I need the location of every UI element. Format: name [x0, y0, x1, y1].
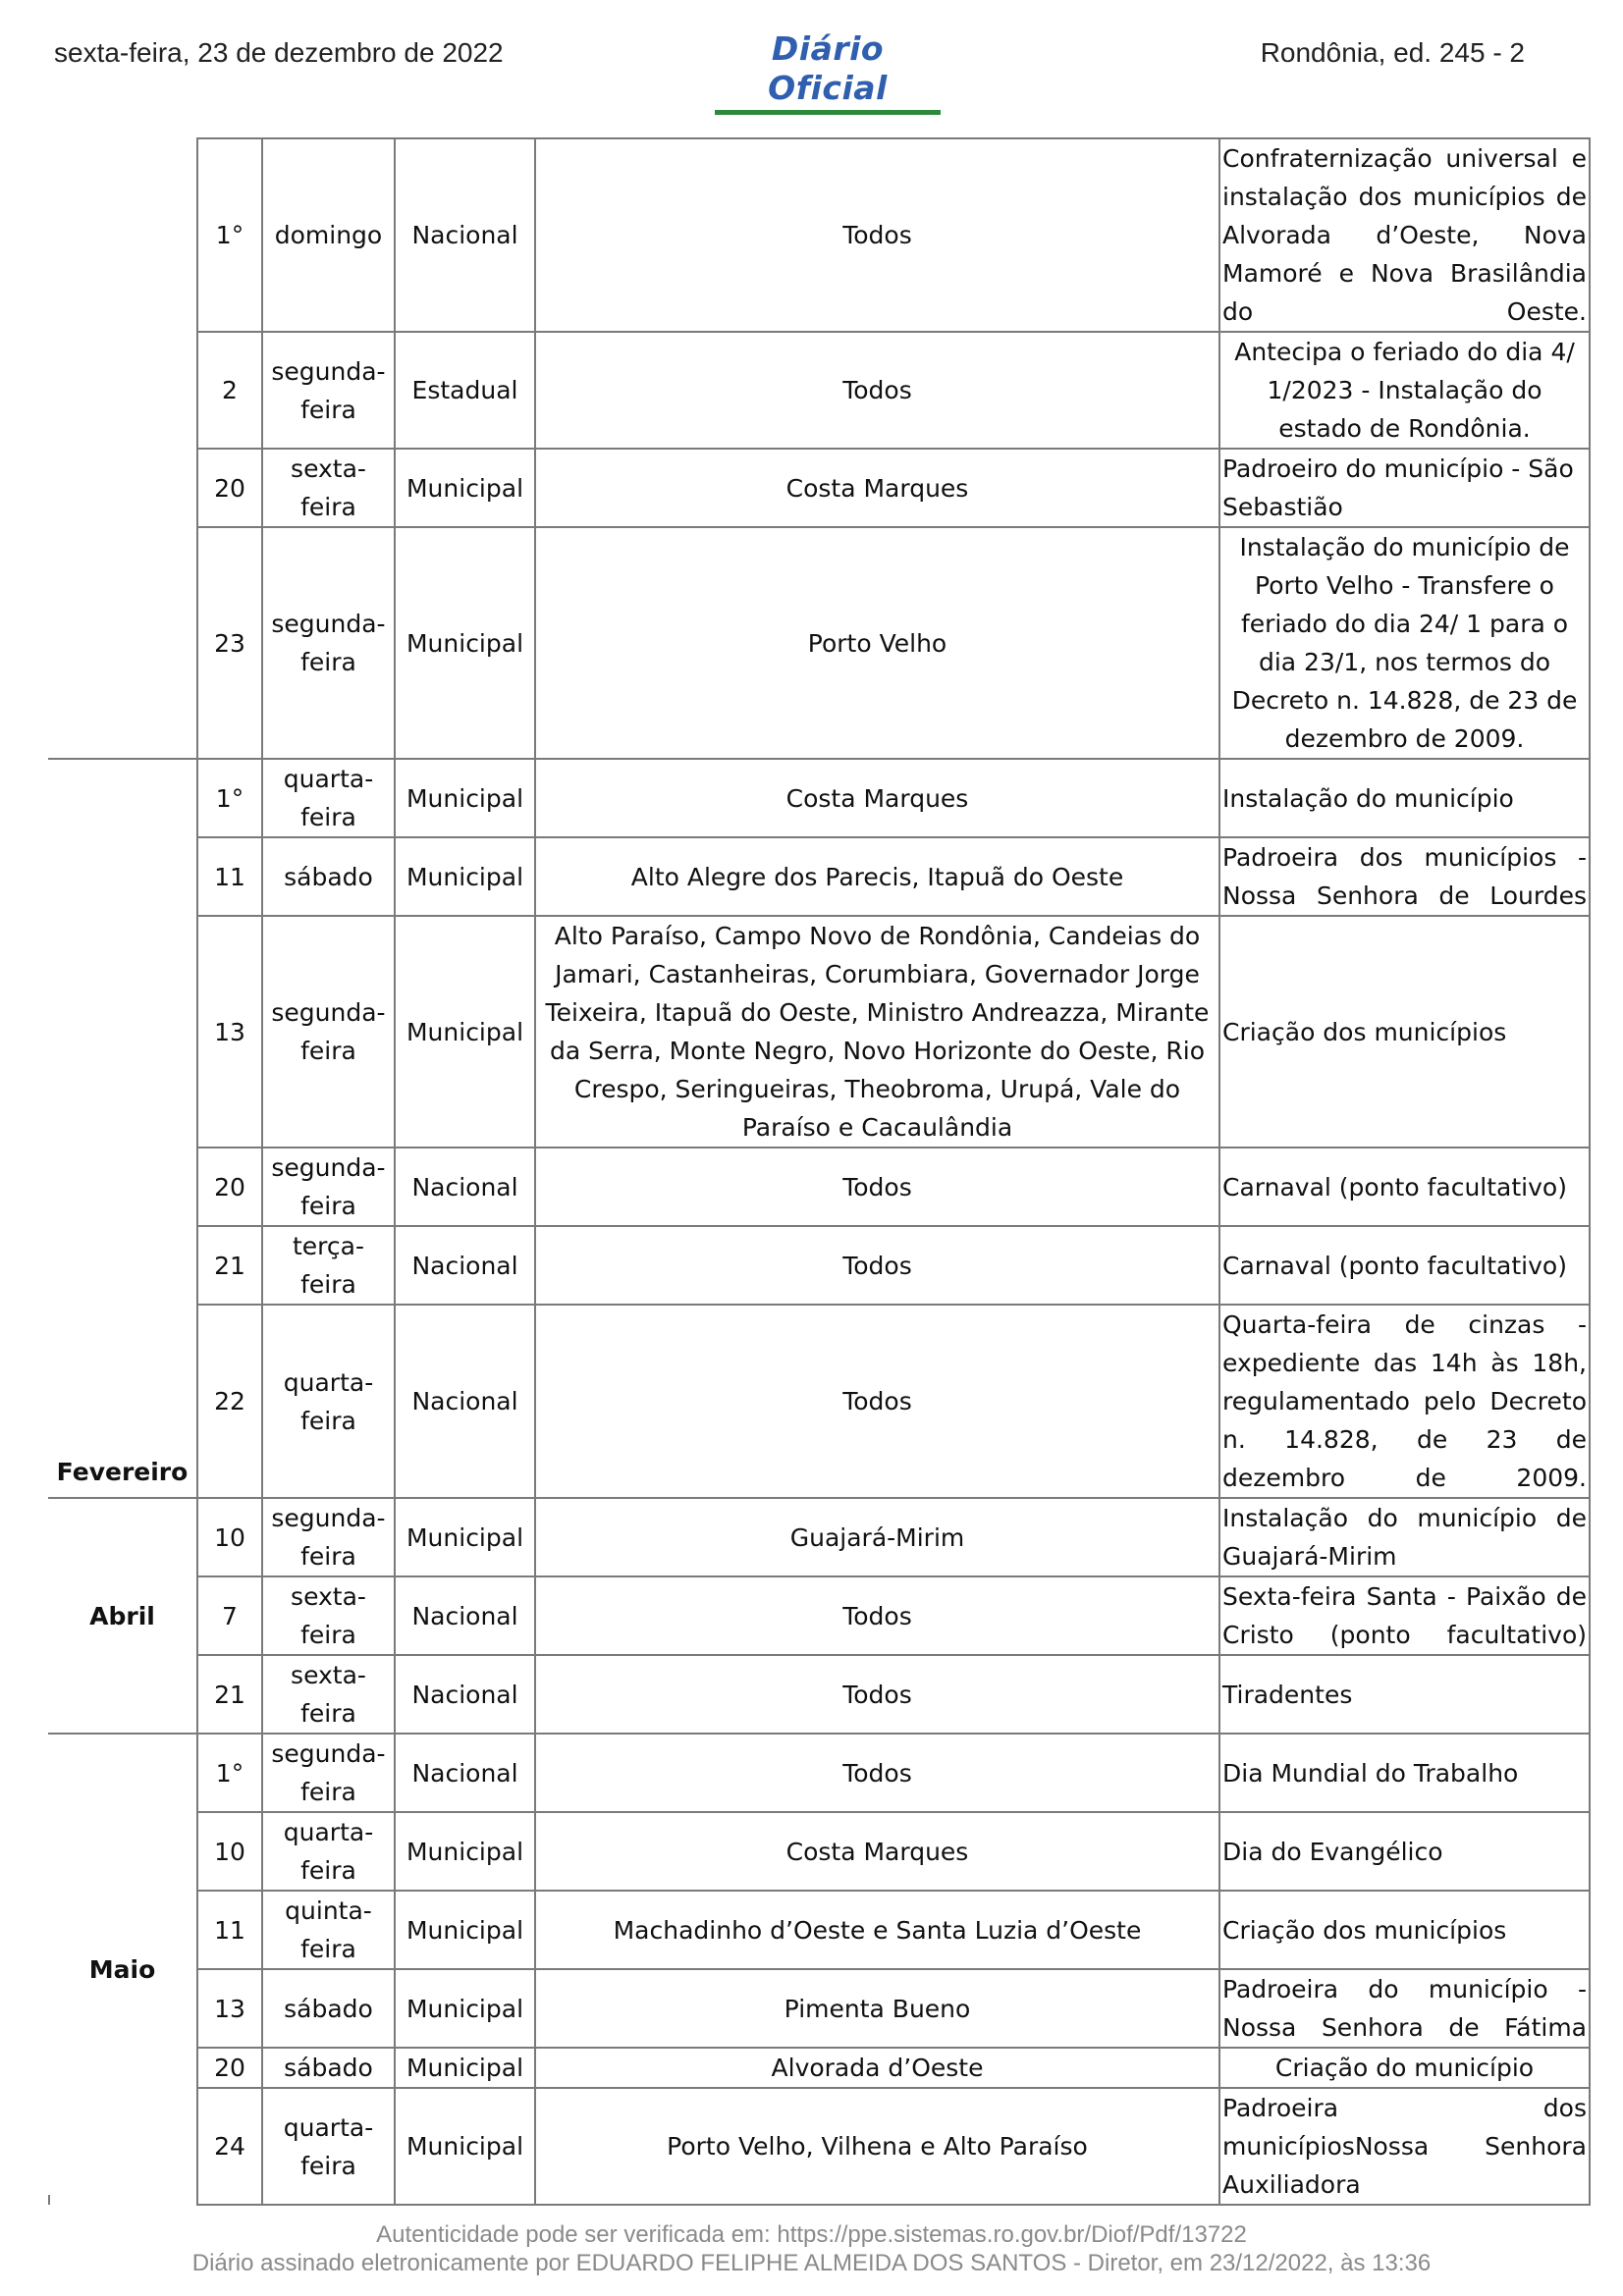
- table-row: [48, 2048, 1590, 2088]
- description-cell: Instalação do município de Guajará-Mirim: [1219, 1498, 1590, 1576]
- table-row: [48, 449, 1590, 527]
- type-cell: Municipal: [395, 1812, 535, 1891]
- header-date: sexta-feira, 23 de dezembro de 2022: [54, 37, 504, 68]
- table-row: [48, 527, 1590, 759]
- description-cell: Padroeiro do município - São Sebastião: [1219, 449, 1590, 527]
- description-cell: Quarta-feira de cinzas - expediente das 14h às 18h, regulamentado pelo Decreto n. 14.828, de 23 de dezembro de 2009.: [1219, 1305, 1590, 1498]
- header-edition: Rondônia, ed. 245 - 2: [1260, 37, 1525, 68]
- weekday-cell: quarta-feira: [262, 759, 395, 837]
- places-cell: Costa Marques: [535, 449, 1219, 527]
- table-row: [48, 1226, 1590, 1305]
- table-row: [48, 837, 1590, 916]
- type-cell: Municipal: [395, 2048, 535, 2088]
- weekday-cell: sábado: [262, 2048, 395, 2088]
- type-cell: Nacional: [395, 1226, 535, 1305]
- description-cell: Criação do município: [1219, 2048, 1590, 2088]
- places-cell: Costa Marques: [535, 759, 1219, 837]
- type-cell: Nacional: [395, 1655, 535, 1734]
- type-cell: Estadual: [395, 332, 535, 449]
- table-row: [48, 1891, 1590, 1969]
- places-cell: Alto Alegre dos Parecis, Itapuã do Oeste: [535, 837, 1219, 916]
- places-cell: Alto Paraíso, Campo Novo de Rondônia, Candeias do Jamari, Castanheiras, Corumbiara, Governador Jorge Teixeira, Itapuã do Oeste, Ministro Andreazza, Mirante da Serra, Monte Negro, Novo Horizonte do Oeste, Rio Crespo, Seringueiras, Theobroma, Urupá, Vale do Paraíso e Cacaulândia: [535, 916, 1219, 1148]
- description-cell: Carnaval (ponto facultativo): [1219, 1226, 1590, 1305]
- type-cell: Municipal: [395, 1498, 535, 1576]
- weekday-cell: quinta-feira: [262, 1891, 395, 1969]
- weekday-cell: sábado: [262, 837, 395, 916]
- table-row: [48, 1655, 1590, 1734]
- description-cell: Padroeira dos municípios - Nossa Senhora de Lourdes: [1219, 837, 1590, 916]
- footer-signature: Diário assinado eletronicamente por EDUARDO FELIPHE ALMEIDA DOS SANTOS - Diretor, em 23/12/2022, às 13:36: [191, 2250, 1432, 2276]
- day-cell: 13: [197, 1969, 262, 2048]
- description-cell: Sexta-feira Santa - Paixão de Cristo (ponto facultativo): [1219, 1576, 1590, 1655]
- weekday-cell: segunda-feira: [262, 332, 395, 449]
- month-maio: Maio: [48, 1734, 197, 2205]
- table-row: [48, 1498, 1590, 1576]
- day-cell: 10: [197, 1498, 262, 1576]
- places-cell: Todos: [535, 1655, 1219, 1734]
- description-cell: Instalação do município: [1219, 759, 1590, 837]
- table-row: [48, 138, 1590, 332]
- table-row: [48, 1148, 1590, 1226]
- table-left-border-stub: [48, 2195, 50, 2205]
- logo-text: Diário Oficial: [768, 29, 888, 107]
- logo-underline: [715, 110, 941, 115]
- day-cell: 1°: [197, 759, 262, 837]
- type-cell: Nacional: [395, 1148, 535, 1226]
- type-cell: Municipal: [395, 2088, 535, 2205]
- day-cell: 21: [197, 1226, 262, 1305]
- type-cell: Municipal: [395, 1891, 535, 1969]
- table-row: [48, 1305, 1590, 1498]
- month-cell-empty: [48, 138, 197, 759]
- holiday-table: [48, 137, 1591, 2206]
- type-cell: Municipal: [395, 449, 535, 527]
- table-row: [48, 1734, 1590, 1812]
- day-cell: 1°: [197, 1734, 262, 1812]
- description-cell: Carnaval (ponto facultativo): [1219, 1148, 1590, 1226]
- places-cell: Alvorada d’Oeste: [535, 2048, 1219, 2088]
- weekday-cell: sexta-feira: [262, 449, 395, 527]
- places-cell: Todos: [535, 1576, 1219, 1655]
- places-cell: Todos: [535, 1226, 1219, 1305]
- description-cell: Padroeira dos municípiosNossa Senhora Auxiliadora: [1219, 2088, 1590, 2205]
- table-row: [48, 332, 1590, 449]
- weekday-cell: sábado: [262, 1969, 395, 2048]
- weekday-cell: quarta-feira: [262, 2088, 395, 2205]
- day-cell: 1°: [197, 138, 262, 332]
- weekday-cell: sexta-feira: [262, 1576, 395, 1655]
- weekday-cell: domingo: [262, 138, 395, 332]
- month-fevereiro: Fevereiro: [48, 759, 197, 1498]
- day-cell: 22: [197, 1305, 262, 1498]
- description-cell: Tiradentes: [1219, 1655, 1590, 1734]
- table-row: [48, 2088, 1590, 2205]
- month-abril: Abril: [48, 1498, 197, 1734]
- description-cell: Dia Mundial do Trabalho: [1219, 1734, 1590, 1812]
- day-cell: 20: [197, 1148, 262, 1226]
- day-cell: 20: [197, 449, 262, 527]
- table-row: [48, 1969, 1590, 2048]
- places-cell: Todos: [535, 1148, 1219, 1226]
- day-cell: 23: [197, 527, 262, 759]
- description-cell: Criação dos municípios: [1219, 1891, 1590, 1969]
- places-cell: Machadinho d’Oeste e Santa Luzia d’Oeste: [535, 1891, 1219, 1969]
- day-cell: 2: [197, 332, 262, 449]
- weekday-cell: segunda-feira: [262, 1498, 395, 1576]
- description-cell: Antecipa o feriado do dia 4/ 1/2023 - Instalação do estado de Rondônia.: [1219, 332, 1590, 449]
- day-cell: 11: [197, 1891, 262, 1969]
- weekday-cell: terça-feira: [262, 1226, 395, 1305]
- weekday-cell: segunda-feira: [262, 1734, 395, 1812]
- places-cell: Costa Marques: [535, 1812, 1219, 1891]
- weekday-cell: sexta-feira: [262, 1655, 395, 1734]
- type-cell: Municipal: [395, 759, 535, 837]
- places-cell: Todos: [535, 138, 1219, 332]
- places-cell: Todos: [535, 1734, 1219, 1812]
- table-row: [48, 1576, 1590, 1655]
- weekday-cell: segunda-feira: [262, 527, 395, 759]
- type-cell: Municipal: [395, 527, 535, 759]
- places-cell: Guajará-Mirim: [535, 1498, 1219, 1576]
- description-cell: Dia do Evangélico: [1219, 1812, 1590, 1891]
- description-cell: Confraternização universal e instalação dos municípios de Alvorada d’Oeste, Nova Mamoré e Nova Brasilândia do Oeste.: [1219, 138, 1590, 332]
- diario-oficial-logo: [715, 29, 941, 115]
- type-cell: Nacional: [395, 1576, 535, 1655]
- places-cell: Porto Velho: [535, 527, 1219, 759]
- places-cell: Pimenta Bueno: [535, 1969, 1219, 2048]
- places-cell: Todos: [535, 1305, 1219, 1498]
- table-row: [48, 1812, 1590, 1891]
- places-cell: Porto Velho, Vilhena e Alto Paraíso: [535, 2088, 1219, 2205]
- day-cell: 7: [197, 1576, 262, 1655]
- description-cell: Padroeira do município - Nossa Senhora de Fátima: [1219, 1969, 1590, 2048]
- type-cell: Nacional: [395, 1305, 535, 1498]
- type-cell: Municipal: [395, 1969, 535, 2048]
- type-cell: Municipal: [395, 837, 535, 916]
- weekday-cell: quarta-feira: [262, 1305, 395, 1498]
- day-cell: 20: [197, 2048, 262, 2088]
- day-cell: 13: [197, 916, 262, 1148]
- type-cell: Nacional: [395, 138, 535, 332]
- table-row: [48, 916, 1590, 1148]
- day-cell: 24: [197, 2088, 262, 2205]
- type-cell: Municipal: [395, 916, 535, 1148]
- weekday-cell: segunda-feira: [262, 916, 395, 1148]
- day-cell: 10: [197, 1812, 262, 1891]
- day-cell: 21: [197, 1655, 262, 1734]
- places-cell: Todos: [535, 332, 1219, 449]
- type-cell: Nacional: [395, 1734, 535, 1812]
- table-row: [48, 759, 1590, 837]
- description-cell: Instalação do município de Porto Velho - Transfere o feriado do dia 24/ 1 para o dia 23/1, nos termos do Decreto n. 14.828, de 23 de dezembro de 2009.: [1219, 527, 1590, 759]
- weekday-cell: quarta-feira: [262, 1812, 395, 1891]
- day-cell: 11: [197, 837, 262, 916]
- description-cell: Criação dos municípios: [1219, 916, 1590, 1148]
- weekday-cell: segunda-feira: [262, 1148, 395, 1226]
- footer-authenticity: Autenticidade pode ser verificada em: https://ppe.sistemas.ro.gov.br/Diof/Pdf/13722: [376, 2221, 1247, 2248]
